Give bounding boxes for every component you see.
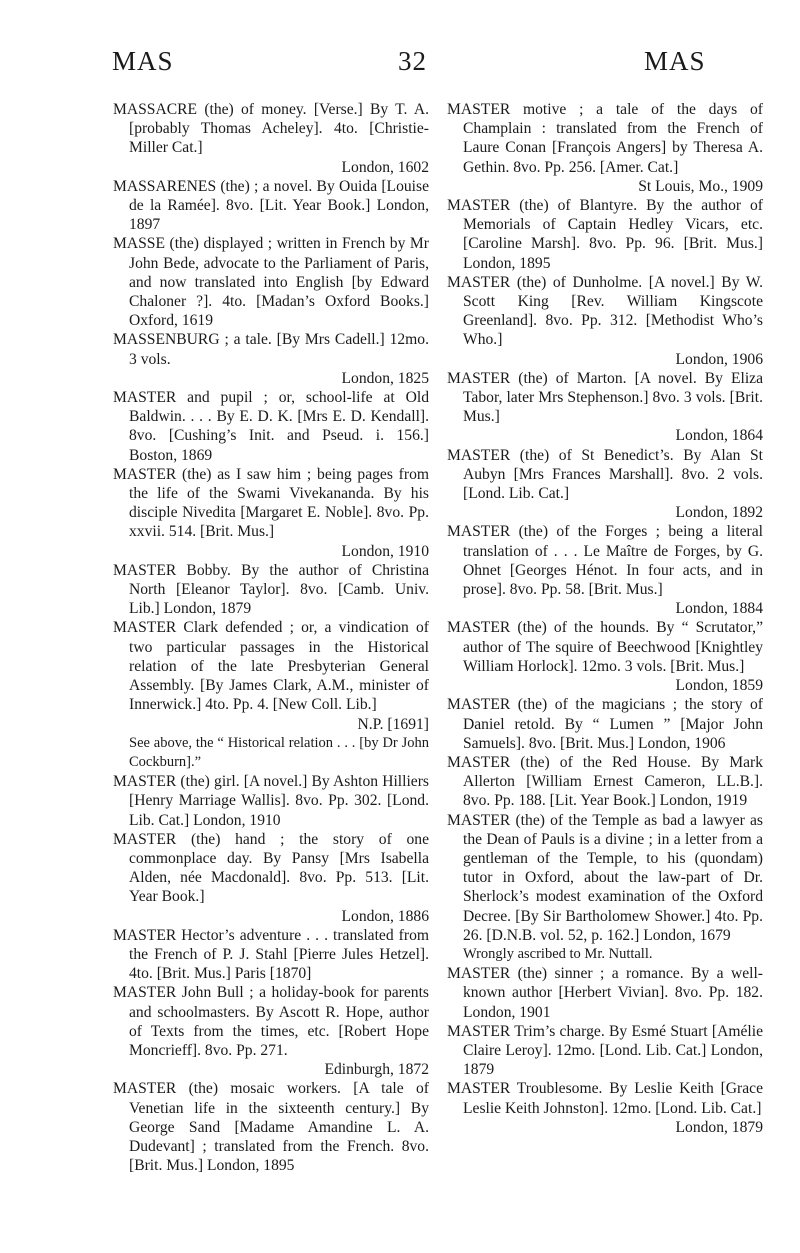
- entry-note: See above, the “ Historical relation . . . [by Dr John Cockburn].”: [129, 734, 429, 770]
- bibliography-entry: MASTER (the) girl. [A novel.] By Ashton Hilliers [Henry Marriage Wallis]. 8vo. Pp. 302. [Lond. Lib. Cat.] London, 1910: [113, 773, 429, 829]
- bibliography-entry: MASTER John Bull ; a holiday-book for parents and schoolmasters. By Ascott R. Hope, author of Texts from the times, etc. [Robert Hope Moncrieff]. 8vo. Pp. 271.: [113, 984, 429, 1059]
- bibliography-entry: MASTER Troublesome. By Leslie Keith [Grace Leslie Keith Johnston]. 12mo. [Lond. Lib. Cat.]: [447, 1080, 763, 1117]
- entry-imprint: London, 1906: [675, 350, 763, 368]
- bibliography-entry: MASTER (the) hand ; the story of one commonplace day. By Pansy [Mrs Isabella Alden, née Macdonald]. 8vo. Pp. 513. [Lit. Year Book.]: [113, 830, 429, 906]
- bibliography-entry: MASTER Hector’s adventure . . . translated from the French of P. J. Stahl [Pierre Jules Hetzel]. 4to. [Brit. Mus.] Paris [1870]: [113, 926, 429, 983]
- bibliography-entry: MASTER (the) of the hounds. By “ Scrutator,” author of The squire of Beechwood [Knightley William Horlock]. 12mo. 3 vols. [Brit. Mus.]: [447, 619, 763, 675]
- header-left: MAS: [112, 46, 174, 76]
- bibliography-entry: MASTER Bobby. By the author of Christina North [Eleanor Taylor]. 8vo. [Camb. Univ. Lib.] London, 1879: [113, 561, 429, 618]
- entry-imprint: London, 1886: [341, 907, 429, 925]
- bibliography-entry: MASSACRE (the) of money. [Verse.] By T. A. [probably Thomas Acheley]. 4to. [Christie-Miller Cat.]: [113, 101, 429, 157]
- entry-imprint: London, 1825: [341, 369, 429, 387]
- bibliography-entry: MASTER (the) of Blantyre. By the author of Memorials of Captain Hedley Vicars, etc. [Caroline Marsh]. 8vo. Pp. 96. [Brit. Mus.] London, 1895: [447, 197, 763, 272]
- right-column: [447, 100, 763, 1137]
- bibliography-entry: MASTER (the) as I saw him ; being pages from the life of the Swami Vivekananda. By his disciple Nivedita [Margaret E. Noble]. 8vo. Pp. xxvii. 514. [Brit. Mus.]: [113, 465, 429, 541]
- entry-imprint: London, 1859: [675, 677, 763, 695]
- page-number: 32: [398, 46, 427, 76]
- bibliography-entry: MASTER (the) of the Forges ; being a literal translation of . . . Le Maître de Forges, by G. Ohnet [Georges Hénot. In four acts, and in prose]. 8vo. Pp. 58. [Brit. Mus.]: [447, 523, 763, 599]
- entry-imprint: London, 1910: [341, 542, 429, 560]
- entry-imprint: London, 1864: [675, 427, 763, 445]
- bibliography-entry: MASTER (the) of the Red House. By Mark Allerton [William Ernest Cameron, LL.B.]. 8vo. Pp. 188. [Lit. Year Book.] London, 1919: [447, 753, 763, 810]
- bibliography-entry: MASSENBURG ; a tale. [By Mrs Cadell.] 12mo. 3 vols.: [113, 331, 429, 368]
- bibliography-entry: MASSARENES (the) ; a novel. By Ouida [Louise de la Ramée]. 8vo. [Lit. Year Book.] London, 1897: [113, 177, 429, 234]
- header-right: MAS: [644, 46, 706, 76]
- entry-imprint: London, 1892: [675, 504, 763, 522]
- bibliography-entry: MASTER Clark defended ; or, a vindication of two particular passages in the Historical relation of the late Presbyterian General Assembly. [By James Clark, A.M., minister of Innerwick.] 4to. Pp. 4. [New Coll. Lib.]: [113, 619, 429, 714]
- entry-imprint: Edinburgh, 1872: [324, 1061, 429, 1079]
- bibliography-entry: MASTER and pupil ; or, school-life at Old Baldwin. . . . By E. D. K. [Mrs E. D. Kendall]. 8vo. [Cushing’s Init. and Pseud. i. 156.] Boston, 1869: [113, 389, 429, 464]
- entry-imprint: London, 1602: [341, 158, 429, 176]
- bibliography-entry: MASTER (the) of the magicians ; the story of Daniel retold. By “ Lumen ” [Major John Samuels]. 8vo. [Brit. Mus.] London, 1906: [447, 696, 763, 752]
- bibliography-entry: MASTER (the) of Marton. [A novel. By Eliza Tabor, later Mrs Stephenson.] 8vo. 3 vols. [Brit. Mus.]: [447, 369, 763, 426]
- entry-note: Wrongly ascribed to Mr. Nuttall.: [463, 945, 653, 962]
- bibliography-entry: MASTER Trim’s charge. By Esmé Stuart [Amélie Claire Leroy]. 12mo. [Lond. Lib. Cat.] London, 1879: [447, 1022, 763, 1079]
- bibliography-entry: MASSE (the) displayed ; written in French by Mr John Bede, advocate to the Parliament of Paris, and now translated into English [by Edward Chaloner ?]. 4to. [Madan’s Oxford Books.] Oxford, 1619: [113, 235, 429, 330]
- entry-imprint: London, 1879: [675, 1118, 763, 1136]
- entry-imprint: N.P. [1691]: [357, 715, 429, 733]
- bibliography-entry: MASTER (the) of the Temple as bad a lawyer as the Dean of Pauls is a divine ; in a letter from a gentleman of the Temple, to his (quondam) tutor in Oxford, about the law-part of Dr. Sherlock’s modest examination of the Oxford Decree. [By Sir Bartholomew Shower.] 4to. Pp. 26. [D.N.B. vol. 52, p. 162.] London, 1679: [447, 811, 763, 944]
- bibliography-entry: MASTER (the) of St Benedict’s. By Alan St Aubyn [Mrs Frances Marshall]. 8vo. 2 vols. [Lond. Lib. Cat.]: [447, 446, 763, 503]
- bibliography-entry: MASTER motive ; a tale of the days of Champlain : translated from the French of Laure Conan [François Angers] by Theresa A. Gethin. 8vo. Pp. 256. [Amer. Cat.]: [447, 101, 763, 176]
- bibliography-entry: MASTER (the) of Dunholme. [A novel.] By W. Scott King [Rev. William Kingscote Greenland]. 8vo. Pp. 312. [Methodist Who’s Who.]: [447, 273, 763, 349]
- bibliography-entry: MASTER (the) sinner ; a romance. By a well-known author [Herbert Vivian]. 8vo. Pp. 182. London, 1901: [447, 965, 763, 1021]
- left-column: [113, 100, 429, 1175]
- bibliography-entry: MASTER (the) mosaic workers. [A tale of Venetian life in the sixteenth century.] By George Sand [Madame Amandine L. A. Dudevant] ; translated from the French. 8vo. [Brit. Mus.] London, 1895: [113, 1080, 429, 1175]
- entry-imprint: St Louis, Mo., 1909: [638, 177, 763, 195]
- entry-imprint: London, 1884: [675, 600, 763, 618]
